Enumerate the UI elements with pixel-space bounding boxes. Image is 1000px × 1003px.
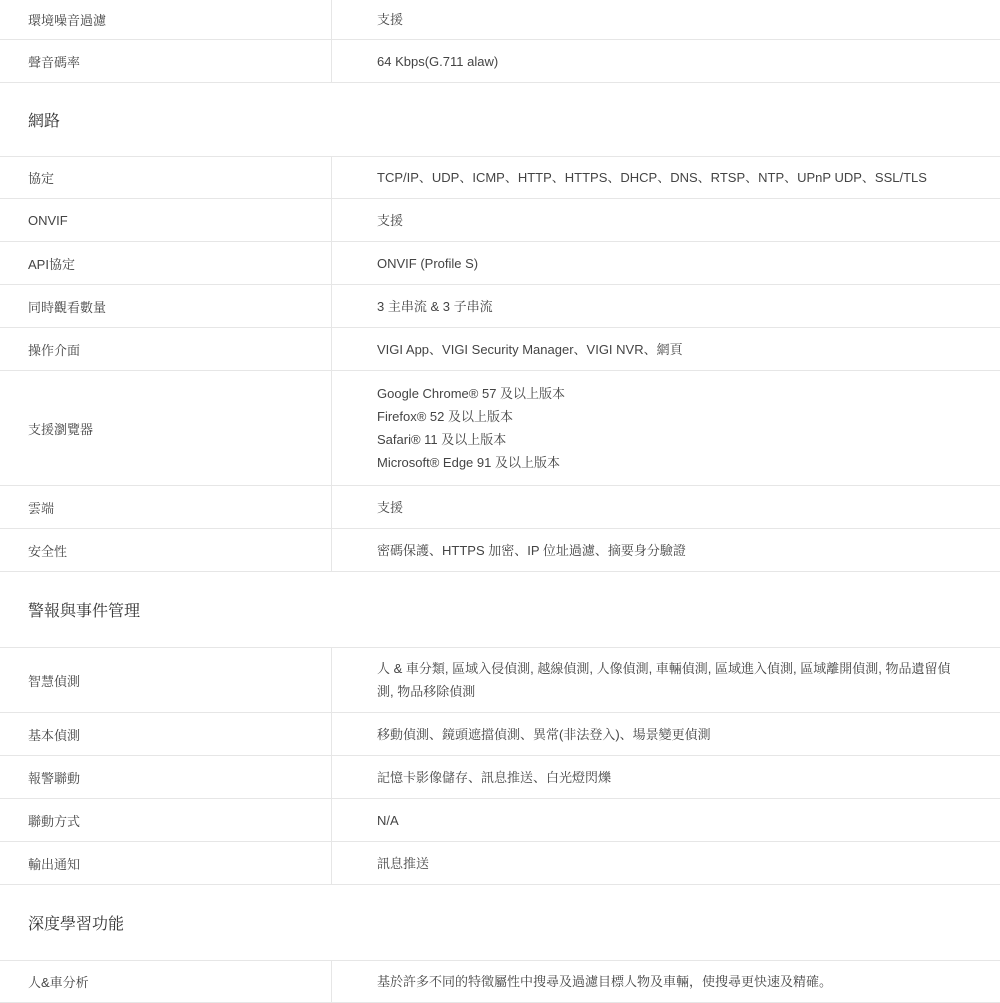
spec-value-line: Firefox® 52 及以上版本 [377,409,513,424]
spec-value-line: VIGI App、VIGI Security Manager、VIGI NVR、網頁 [377,341,683,357]
spec-value-line: 移動偵測、鏡頭遮擋偵測、異常(非法登入)、場景變更偵測 [377,726,711,742]
spec-label: 輸出通知 [0,842,332,884]
spec-row [0,799,1000,842]
spec-value [332,657,1000,703]
section-title: 深度學習功能 [28,916,125,933]
spec-label: 報警聯動 [0,756,332,798]
spec-value-line: 記憶卡影像儲存、訊息推送、白光燈閃爍 [377,769,612,785]
spec-value [332,8,1000,31]
spec-label: 智慧偵測 [0,648,332,712]
spec-value [332,970,1000,993]
spec-value-line: N/A [377,812,399,828]
spec-row [0,328,1000,371]
spec-label: 安全性 [0,529,332,571]
spec-value-line: TCP/IP、UDP、ICMP、HTTP、HTTPS、DHCP、DNS、RTSP、NTP、UPnP UDP、SSL/TLS [377,170,927,185]
spec-value-line: 基於許多不同的特徵屬性中搜尋及過濾目標人物及車輛，使搜尋更快速及精確。 [377,974,833,989]
spec-row [0,842,1000,885]
spec-value [332,496,1000,519]
spec-value [332,50,1000,73]
spec-row [0,242,1000,285]
spec-row [0,647,1000,713]
spec-label: 操作介面 [0,328,332,370]
spec-label: 基本偵測 [0,713,332,755]
spec-value-line: 支援 [377,212,404,228]
spec-row [0,486,1000,529]
spec-value-line: Microsoft® Edge 91 及以上版本 [377,455,560,470]
spec-value-line: 測, 物品移除偵測 [377,684,476,699]
spec-value-line: ONVIF (Profile S) [377,255,479,271]
spec-row [0,713,1000,756]
spec-label: ONVIF [0,199,332,241]
spec-value-line: 訊息推送 [377,855,430,871]
spec-value-line: 64 Kbps(G.711 alaw) [377,53,499,69]
spec-row [0,285,1000,328]
spec-label: 環境噪音過濾 [0,0,332,39]
spec-value [332,766,1000,789]
spec-label: 雲端 [0,486,332,528]
spec-row [0,0,1000,40]
spec-value [332,852,1000,875]
spec-row [0,371,1000,486]
section-title: 網路 [28,113,61,130]
spec-row [0,756,1000,799]
spec-value-line: 支援 [377,12,404,27]
spec-row [0,199,1000,242]
spec-row [0,960,1000,1003]
spec-value [332,539,1000,562]
spec-label: 支援瀏覽器 [0,371,332,485]
spec-label: 人&車分析 [0,961,332,1002]
spec-row [0,529,1000,572]
spec-label: 同時觀看數量 [0,285,332,327]
spec-value [332,166,1000,189]
spec-row [0,156,1000,199]
spec-value [332,338,1000,361]
spec-label: 聲音碼率 [0,40,332,82]
spec-row [0,40,1000,83]
section-title: 警報與事件管理 [28,603,141,620]
spec-value [332,209,1000,232]
spec-value-line: 支援 [377,499,404,515]
spec-value-line: 人 & 車分類, 區域入侵偵測, 越線偵測, 人像偵測, 車輛偵測, 區域進入偵測, 區域離開偵測, 物品遺留偵 [377,661,951,676]
spec-label: API協定 [0,242,332,284]
spec-value-line: Safari® 11 及以上版本 [377,432,507,447]
spec-value [332,382,1000,474]
spec-value [332,252,1000,275]
spec-value [332,809,1000,832]
spec-label: 聯動方式 [0,799,332,841]
spec-label: 協定 [0,157,332,198]
spec-value-line: 密碼保護、HTTPS 加密、IP 位址過濾、摘要身分驗證 [377,542,686,558]
spec-value-line: Google Chrome® 57 及以上版本 [377,386,566,401]
spec-value-line: 3 主串流 & 3 子串流 [377,298,493,314]
spec-value [332,295,1000,318]
spec-value [332,723,1000,746]
